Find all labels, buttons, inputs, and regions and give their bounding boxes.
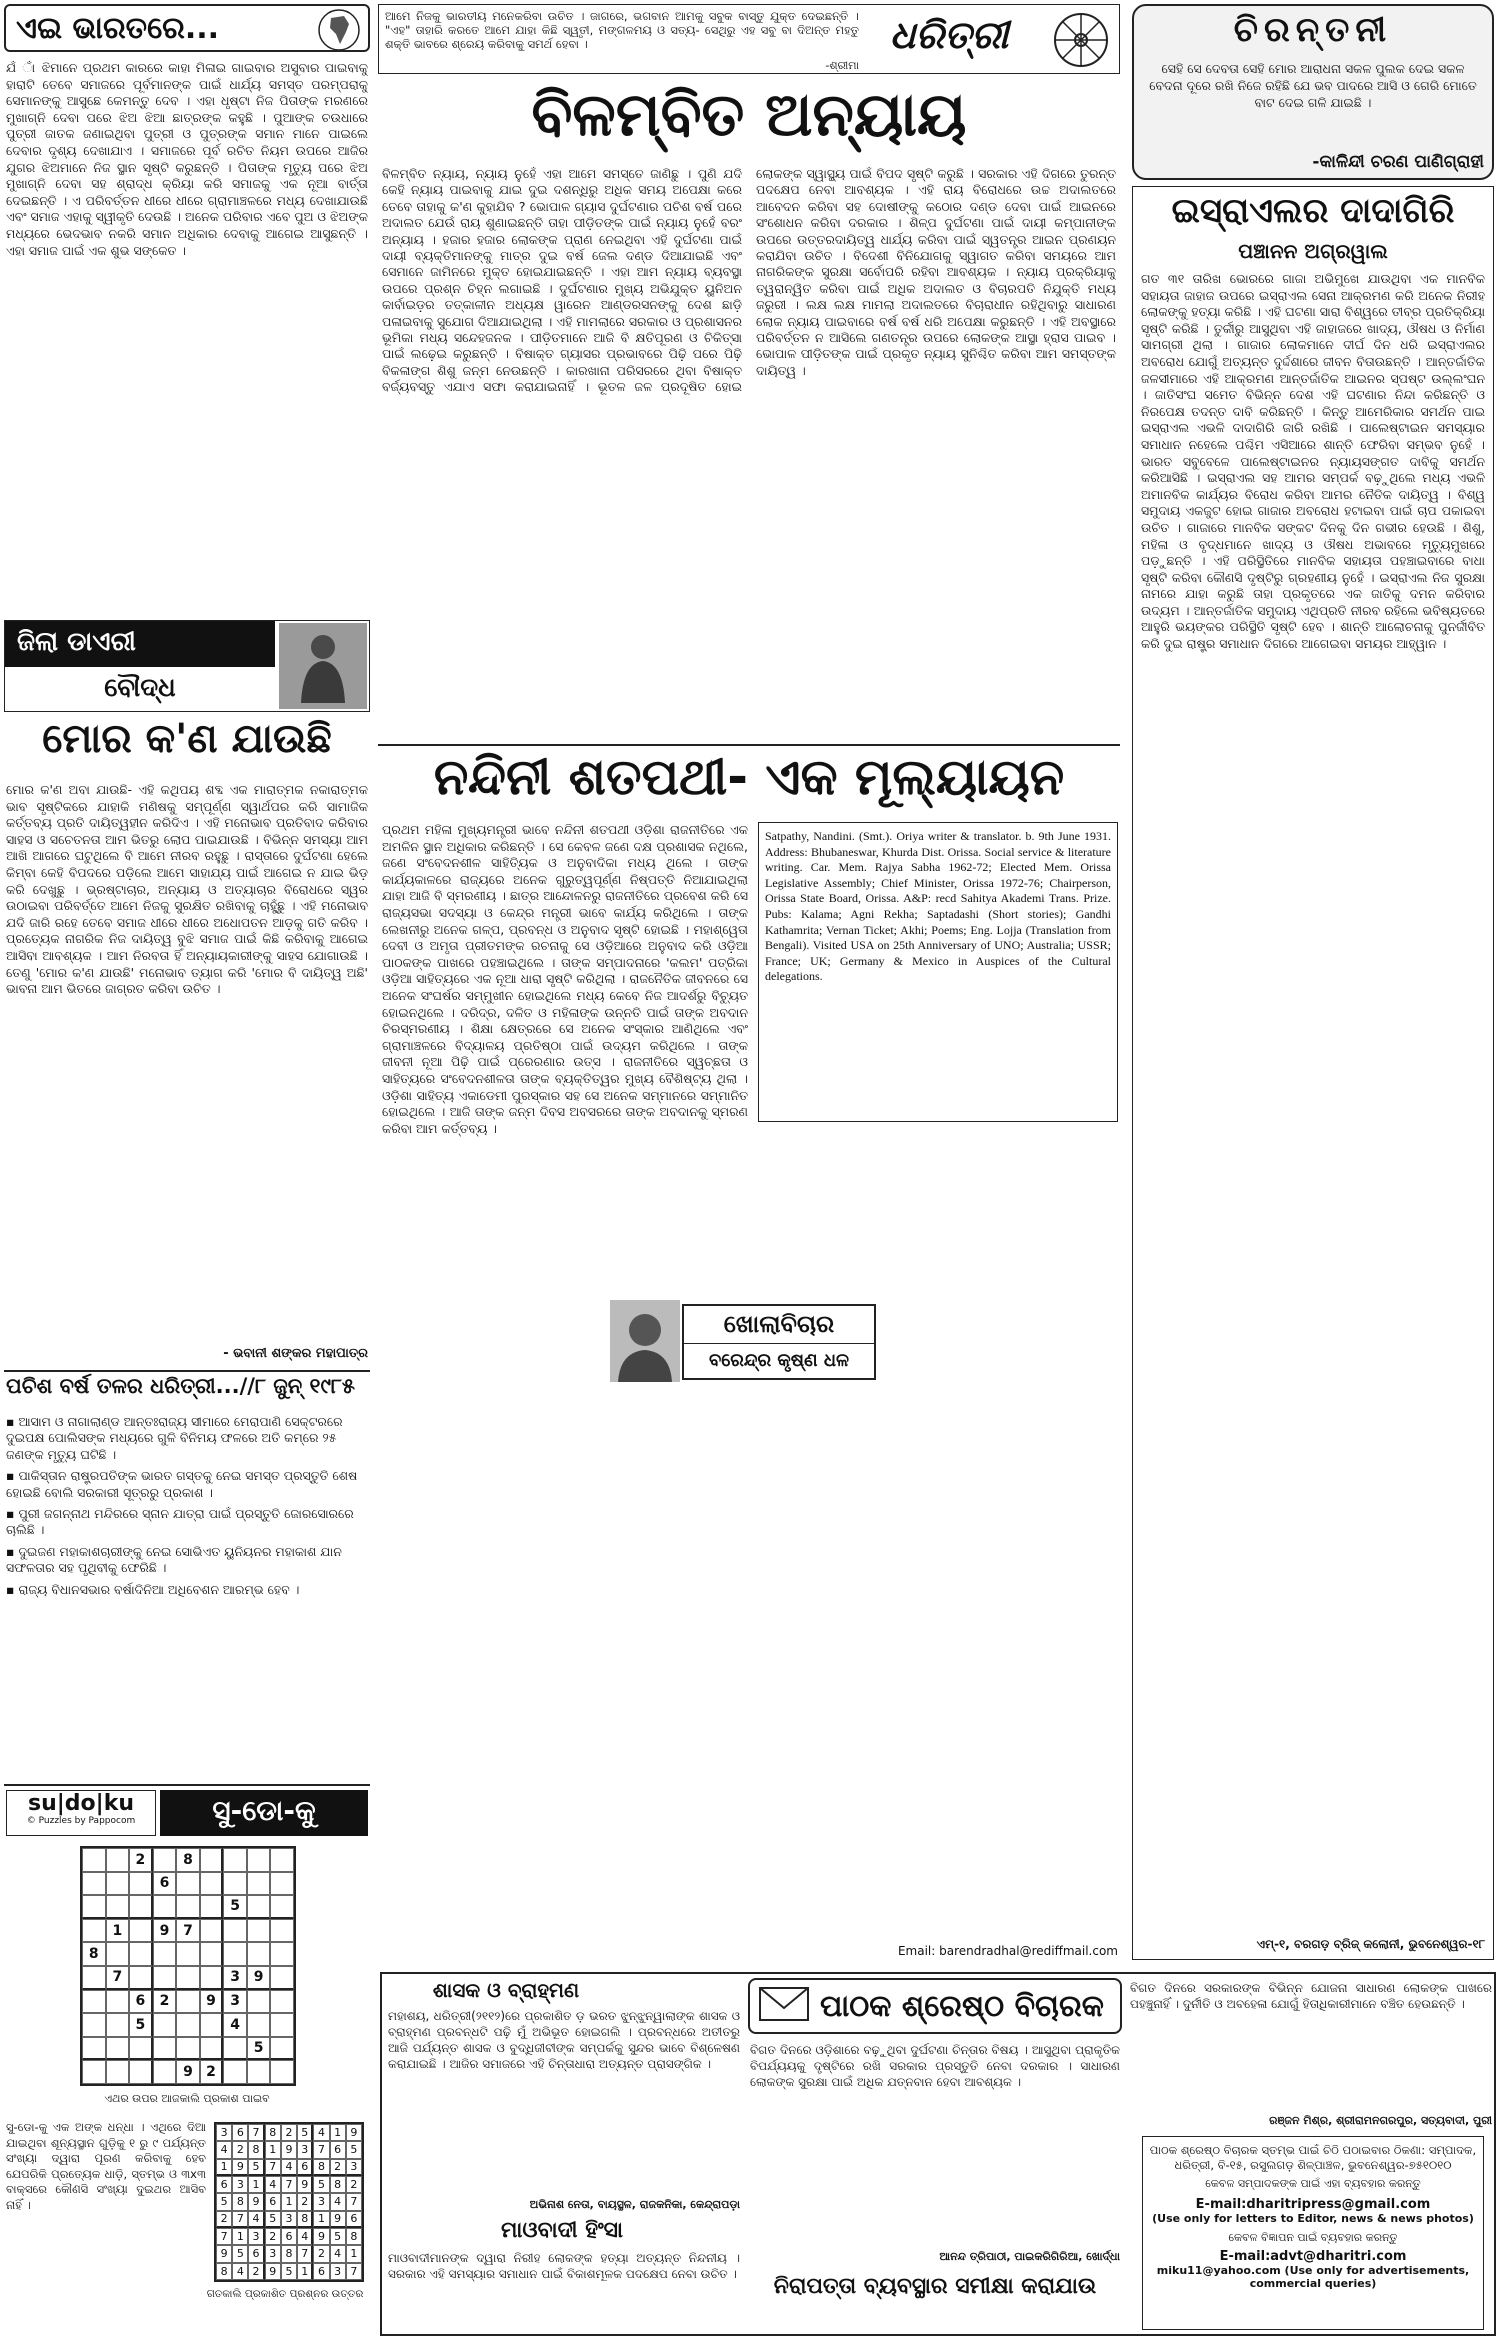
sudoku-cell[interactable]: 7 <box>176 1919 200 1943</box>
sudoku-cell[interactable] <box>82 2037 106 2061</box>
answer-cell: 1 <box>265 2141 281 2158</box>
sudoku-cell[interactable]: 9 <box>200 1990 224 2014</box>
answer-cell: 6 <box>281 2228 297 2245</box>
answer-cell: 8 <box>330 2176 346 2193</box>
answer-cell: 7 <box>281 2176 297 2193</box>
sudoku-cell[interactable]: 6 <box>129 1990 153 2014</box>
sudoku-cell[interactable] <box>247 1895 271 1919</box>
sudoku-cell[interactable] <box>200 1848 224 1872</box>
answer-cell: 6 <box>265 2193 281 2210</box>
sudoku-cell[interactable] <box>247 1942 271 1966</box>
sudoku-cell[interactable] <box>270 1942 294 1966</box>
sudoku-cell[interactable] <box>153 1848 177 1872</box>
ad-email[interactable]: E-mail:advt@dharitri.com <box>1219 2249 1407 2264</box>
sudoku-cell[interactable] <box>106 2037 130 2061</box>
sudoku-cell[interactable] <box>106 2060 130 2084</box>
answer-cell: 2 <box>313 2245 329 2262</box>
answer-cell: 6 <box>248 2245 264 2262</box>
sudoku-cell[interactable] <box>270 1872 294 1896</box>
sudoku-rules: ସୁ-ଡୋ-କୁ ଏକ ଅଙ୍କ ଧନ୍ଧା । ଏଥିରେ ଦିଆ ଯାଇଥିବା ଶୂନ୍ୟସ୍ଥାନ ଗୁଡ଼ିକୁ ୧ ରୁ ୯ ପର୍ଯ୍ୟନ୍ତ ସଂଖ୍ୟା ଦ୍ୱାରା ପୂରଣ କରିବାକୁ ହେବ ଯେପରିକି ପ୍ରତ୍ୟେକ ଧାଡ଼ି, ସ୍ତମ୍ଭ ଓ ୩x୩ ବାକ୍ସରେ କୌଣସି ସଂଖ୍ୟା ଦୁଇଥର ଆସିବ ନାହିଁ । <box>6 2120 206 2212</box>
sudoku-cell[interactable] <box>270 2037 294 2061</box>
letter1-text: ମହାଶୟ, ଧରିତ୍ରୀ(୨୧୧୨)ରେ ପ୍ରକାଶିତ ଡ଼ ଭରତ ଝୁନ୍‌ଝୁନ୍‌ୱାଲାଙ୍କ ଶାସକ ଓ ବ୍ରାହ୍ମଣ ପ୍ରବନ୍ଧଟି ପଢ଼ି ମୁଁ ଅଭିଭୂତ ହୋଇଗଲି । ପ୍ରବନ୍ଧରେ ଅତୀତରୁ ଆଜି ପର୍ଯ୍ୟନ୍ତ ଶାସକ ଓ ବୁଦ୍ଧିଜୀବୀଙ୍କ ସମ୍ପର୍କକୁ ସୁନ୍ଦର ଭାବେ ବିଶ୍ଳେଷଣ କରାଯାଇଛି । ଆଜିର ସମାଜରେ ଏହି ଚିନ୍ତାଧାରା ଅତ୍ୟନ୍ତ ପ୍ରାସଙ୍ଗିକ । <box>388 2009 740 2071</box>
sudoku-cell[interactable] <box>129 1966 153 1990</box>
sudoku-cell[interactable] <box>200 1966 224 1990</box>
answer-cell: 8 <box>281 2245 297 2262</box>
review-email[interactable]: Email: barendradhal@rediffmail.com <box>897 1944 1118 1958</box>
diary-title: ଜିଲା ଡାଏରୀ <box>5 621 275 667</box>
sudoku-cell[interactable] <box>82 1966 106 1990</box>
chirantana-text: ସେହି ସେ ଦେବତା ସେହି ମୋର ଆରାଧନା ସକଳ ପୁଲକ ଦେଇ ସକଳ ବେଦନା ଦୂରେ ରଖି ନିଜେ ରହିଛି ଯେ ଭବ ପାଦରେ ଆସି ଓ ଗେରି ମୋତେ ବାଟ ଦେଇ ଗଳି ଯାଇଛି । <box>1149 61 1477 110</box>
sudoku-cell[interactable] <box>176 2013 200 2037</box>
answer-cell: 7 <box>248 2124 264 2141</box>
answer-cell: 8 <box>265 2124 281 2141</box>
answer-cell: 3 <box>248 2228 264 2245</box>
district-diary-header <box>4 620 370 712</box>
review-author-box <box>682 1304 876 1380</box>
sudoku-cell[interactable]: 2 <box>129 1848 153 1872</box>
sudoku-cell[interactable] <box>270 2060 294 2084</box>
masthead-logo: ଧରିତ୍ରୀ <box>889 13 1009 57</box>
answer-cell: 7 <box>232 2211 248 2228</box>
sudoku-cell[interactable]: 3 <box>223 1990 247 2014</box>
answer-cell: 2 <box>232 2141 248 2158</box>
india-map-icon <box>316 8 362 56</box>
answer-cell: 8 <box>346 2228 362 2245</box>
answer-cell: 2 <box>281 2124 297 2141</box>
chakra-icon <box>1051 11 1111 73</box>
answer-cell: 8 <box>313 2159 329 2176</box>
letter-envelope-icon <box>758 1984 810 2028</box>
answer-cell: 5 <box>346 2141 362 2158</box>
sudoku-cell[interactable]: 1 <box>106 1919 130 1943</box>
answer-grid <box>214 2122 364 2282</box>
essay-author: - ଭବାନୀ ଶଙ୍କର ମହାପାତ୍ର <box>223 1346 368 1361</box>
answer-cell: 5 <box>265 2211 281 2228</box>
answer-cell: 9 <box>297 2176 313 2193</box>
answer-cell: 4 <box>248 2211 264 2228</box>
sudoku-cell[interactable] <box>82 2060 106 2084</box>
letter3-author: ଆନନ୍ଦ ତ୍ରିପାଠୀ, ପାଇକରିଗିରିଆ, ଖୋର୍ଦ୍ଧା <box>939 2250 1120 2263</box>
sudoku-cell[interactable]: 9 <box>176 2060 200 2084</box>
sudoku-cell[interactable] <box>176 2037 200 2061</box>
sudoku-cell[interactable] <box>223 2037 247 2061</box>
letters-header <box>748 1978 1122 2034</box>
israel-footer: ଏମ୍‌-୧, ବରଗଡ଼ ବ୍ରିଜ୍ କଲୋନୀ, ଭୁବନେଶ୍ୱର-୧୮ <box>1256 1937 1485 1951</box>
answer-cell: 1 <box>297 2263 313 2280</box>
sudoku-cell[interactable]: 9 <box>153 1919 177 1943</box>
answer-cell: 7 <box>265 2159 281 2176</box>
answer-cell: 1 <box>216 2159 232 2176</box>
review-bio-box <box>758 822 1118 1122</box>
answer-cell: 5 <box>216 2193 232 2210</box>
letters-title: ପାଠକ ଶ୍ରେଷ୍ଠ ବିଚାରକ <box>820 1988 1104 2024</box>
sudoku-cell[interactable] <box>223 1942 247 1966</box>
answer-caption: ଗତକାଲି ପ୍ରକାଶିତ ପ୍ରଶ୍ନର ଉତ୍ତର <box>206 2288 364 2300</box>
answer-cell: 8 <box>232 2193 248 2210</box>
sudoku-cell[interactable] <box>129 1895 153 1919</box>
sudoku-cell[interactable] <box>176 1942 200 1966</box>
section-article-text: ଯଁ ାଁ ଝିମାନେ ପ୍ରଥମ କାରରେ କାହା ମିଳାଇ ଗାଇବାର ଅସୁବାର ପାଇବାକୁ ହାରାଟି ତେବେ ସମାଜରେ ପୂର୍ବମାନଙ୍କ ପାଇଁ ଧାର୍ଯ୍ୟ ସମସ୍ତ ପରମ୍ପରାକୁ ସେମାନଙ୍କୁ ଆସୁଛେ କେମନ୍ତୁ ଦେବ । ଏହା ଧୃଷ୍ଟା ନିଜ ପିତାଙ୍କ ମରଣରେ ମୁଖାଗ୍ନି ଦେବା ପରେ ଝିଅ ଝିଆ ଛାତ୍ରଙ୍କ କହୁଛି । ପୁଆଙ୍କ ଚଉଧାରେ ପୁତ୍ରୀ ଜାତକ ଜଣାଇଥିବା ପୁତ୍ରୀ ଓ ପୁତ୍ରଙ୍କ ସମାନ ମାନେ ପାଇଲେ ଦେବାର ଦୃଶ୍ୟ ଦେଖାଯାଏ । ସମାଜରେ ପୂର୍ବ ରଚିତ ନିୟମ ଉପରେ ଆଜିର ଯୁଗର ଝିଅମାନେ ନିଜ ସ୍ଥାନ ସୃଷ୍ଟି କରୁଛନ୍ତି । ପିତାଙ୍କ ମୃତ୍ୟୁ ପରେ ଝିଅ ମୁଖାଗ୍ନି ଦେବା ସହ ଶ୍ରାଦ୍ଧ କ୍ରିୟା କରି ସମାଜକୁ ଏକ ନୂଆ ବାର୍ତ୍ତା ଦେଇଛନ୍ତି । ଏ ପରିବର୍ତ୍ତନ ଧୀରେ ଧୀରେ ଗ୍ରାମାଞ୍ଚଳରେ ମଧ୍ୟ ଦେଖାଯାଉଛି ଏବଂ ସମାଜ ଏହାକୁ ସ୍ୱୀକୃତି ଦେଉଛି । ଅନେକ ପରିବାର ଏବେ ପୁଅ ଓ ଝିଅଙ୍କ ମଧ୍ୟରେ ଭେଦଭାବ ନକରି ସମାନ ଅଧିକାର ଦେବାକୁ ଆଗେଇ ଆସୁଛନ୍ତି । ଏହା ସମାଜ ପାଇଁ ଏକ ଶୁଭ ସଙ୍କେତ । <box>6 60 368 258</box>
letter3-title: ନିରାପତ୍ତା ବ୍ୟବସ୍ଥାର ସମୀକ୍ଷା କରାଯାଉ <box>773 2274 1097 2299</box>
sudoku-cell[interactable]: 4 <box>223 2013 247 2037</box>
answer-cell: 4 <box>216 2141 232 2158</box>
answer-cell: 4 <box>297 2228 313 2245</box>
answer-cell: 3 <box>297 2141 313 2158</box>
answer-cell: 6 <box>297 2159 313 2176</box>
answer-cell: 5 <box>248 2159 264 2176</box>
answer-cell: 5 <box>297 2124 313 2141</box>
sudoku-cell[interactable] <box>200 2013 224 2037</box>
answer-cell: 6 <box>216 2176 232 2193</box>
sudoku-cell[interactable] <box>82 1990 106 2014</box>
answer-cell: 2 <box>330 2159 346 2176</box>
letter1-author: ଅଭିନାଶ ନେତା, ବାୟସ୍ଥଳ, ରାଜକନିକା, କେନ୍ଦ୍ରାପଡ଼ା <box>529 2198 740 2211</box>
editorial-title: ବିଳମ୍ବିତ ଅନ୍ୟାୟ <box>531 80 967 150</box>
answer-cell: 1 <box>281 2193 297 2210</box>
sudoku-cell[interactable] <box>106 2013 130 2037</box>
review-author-name: ବରେନ୍ଦ୍ର କୃଷ୍ଣ ଧଳ <box>708 1350 850 1371</box>
sudoku-cell[interactable]: 7 <box>106 1966 130 1990</box>
sudoku-cell[interactable] <box>270 2013 294 2037</box>
answer-cell: 9 <box>265 2263 281 2280</box>
answer-cell: 7 <box>346 2193 362 2210</box>
sudoku-cell[interactable] <box>223 1872 247 1896</box>
sudoku-cell[interactable] <box>223 1919 247 1943</box>
israel-text: ଗତ ୩୧ ତାରିଖ ଭୋରରେ ଗାଜା ଅଭିମୁଖେ ଯାଉଥିବା ଏକ ମାନବିକ ସହାୟତା ଜାହାଜ ଉପରେ ଇସ୍ରାଏଲ ସେନା ଆକ୍ରମଣ କରି ଅନେକ ନିରୀହ ଲୋକଙ୍କୁ ହତ୍ୟା କରିଛି । ଏହି ଘଟଣା ସାରା ବିଶ୍ୱରେ ତୀବ୍ର ପ୍ରତିକ୍ରିୟା ସୃଷ୍ଟି କରିଛି । ତୁର୍କୀରୁ ଆସୁଥିବା ଏହି ଜାହାଜରେ ଖାଦ୍ୟ, ଔଷଧ ଓ ନିର୍ମାଣ ସାମଗ୍ରୀ ଥିଲା । ଗାଜାର ଲୋକମାନେ ଦୀର୍ଘ ଦିନ ଧରି ଇସ୍ରାଏଲର ଅବରୋଧ ଯୋଗୁଁ ଅତ୍ୟନ୍ତ ଦୁର୍ଦ୍ଦଶାରେ ଜୀବନ ବିତାଉଛନ୍ତି । ଆନ୍ତର୍ଜାତିକ ଜଳସୀମାରେ ଏହି ଆକ୍ରମଣ ଆନ୍ତର୍ଜାତିକ ଆଇନର ସ୍ପଷ୍ଟ ଉଲ୍ଲଂଘନ । ଜାତିସଂଘ ସମେତ ବିଭିନ୍ନ ଦେଶ ଏହି ଘଟଣାର ନିନ୍ଦା କରିଛନ୍ତି ଓ ନିରପେକ୍ଷ ତଦନ୍ତ ଦାବି କରିଛନ୍ତି । କିନ୍ତୁ ଆମେରିକାର ସମର୍ଥନ ପାଇ ଇସ୍ରାଏଲ ଏଭଳି ଦାଦାଗିରି ଜାରି ରଖିଛି । ପାଲେଷ୍ଟାଇନ ସମସ୍ୟାର ସମାଧାନ ନହେଲେ ପଶ୍ଚିମ ଏସିଆରେ ଶାନ୍ତି ଫେରିବା ସମ୍ଭବ ନୁହେଁ । ଭାରତ ସବୁବେଳେ ପାଲେଷ୍ଟାଇନର ନ୍ୟାୟସଙ୍ଗତ ଦାବିକୁ ସମର୍ଥନ କରିଆସିଛି । ଇସ୍ରାଏଲ ସହ ଆମର ସମ୍ପର୍କ ବଢ଼ୁଥିଲେ ମଧ୍ୟ ଏଭଳି ଅମାନବିକ କାର୍ଯ୍ୟର ବିରୋଧ କରିବା ଆମର ନୈତିକ ଦାୟିତ୍ୱ । ବିଶ୍ୱ ସମୁଦାୟ ଏକଜୁଟ ହୋଇ ଗାଜାର ଅବରୋଧ ହଟାଇବା ପାଇଁ ଚାପ ପକାଇବା ଉଚିତ । ଗାଜାରେ ମାନବିକ ସଙ୍କଟ ଦିନକୁ ଦିନ ଗଭୀର ହେଉଛି । ଶିଶୁ, ମହିଳା ଓ ବୃଦ୍ଧମାନେ ଖାଦ୍ୟ ଓ ଔଷଧ ଅଭାବରେ ମୃତ୍ୟୁମୁଖରେ ପଡ଼ୁଛନ୍ତି । ଏହି ପରିସ୍ଥିତିରେ ମାନବିକ ସହାୟତା ପହଞ୍ଚାଇବାରେ ବାଧା ସୃଷ୍ଟି କରିବା କୌଣସି ଦୃଷ୍ଟିରୁ ଗ୍ରହଣୀୟ ନୁହେଁ । ଇସ୍ରାଏଲ ନିଜ ସୁରକ୍ଷା ନାମରେ ଯାହା କରୁଛି ତାହା ପ୍ରକୃତରେ ଏକ ଜାତିକୁ ଦମନ କରିବାର ଉଦ୍ୟମ । ଆନ୍ତର୍ଜାତିକ ସମୁଦାୟ ଏଥିପ୍ରତି ନୀରବ ରହିଲେ ଭବିଷ୍ୟତରେ ଆହୁରି ଭୟଙ୍କର ପରିସ୍ଥିତି ସୃଷ୍ଟି ହେବ । ଶାନ୍ତି ଆଲୋଚନାକୁ ପୁନର୍ଜୀବିତ କରି ଦୁଇ ରାଷ୍ଟ୍ର ସମାଧାନ ଦିଗରେ ଆଗେଇବା ସମୟର ଆହ୍ୱାନ । <box>1141 271 1485 652</box>
history-item: ▪ ପୁରୀ ଜଗନ୍ନାଥ ମନ୍ଦିରରେ ସ୍ନାନ ଯାତ୍ରା ପାଇଁ ପ୍ରସ୍ତୁତି ଜୋରସୋରରେ ଚାଲିଛି । <box>6 1506 354 1538</box>
sudoku-cell[interactable] <box>106 1942 130 1966</box>
sudoku-cell[interactable] <box>129 1919 153 1943</box>
answer-cell: 7 <box>346 2263 362 2280</box>
sudoku-cell[interactable] <box>270 1895 294 1919</box>
letter3-text: ବିଗତ ଦିନରେ ଓଡ଼ିଶାରେ ବଢ଼ୁଥିବା ଦୁର୍ଘଟଣା ଚିନ୍ତାର ବିଷୟ । ଆସୁଥିବା ପ୍ରାକୃତିକ ବିପର୍ଯ୍ୟୟକୁ ଦୃଷ୍ଟିରେ ରଖି ସରକାର ପ୍ରସ୍ତୁତି ନେବା ଦରକାର । ସାଧାରଣ ଲୋକଙ୍କ ସୁରକ୍ଷା ପାଇଁ ଅଧିକ ଯତ୍ନବାନ ହେବା ଆବଶ୍ୟକ । <box>750 2043 1120 2089</box>
answer-cell: 9 <box>281 2141 297 2158</box>
sudoku-cell[interactable] <box>129 2060 153 2084</box>
sudoku-answer-caption: ଏଥର ଉପର ଆଜକାଲି ପ୍ରକାଶ ପାଇବ <box>104 2092 270 2105</box>
sudoku-cell[interactable] <box>153 2037 177 2061</box>
contact-box <box>1142 2136 1484 2330</box>
top-quote-text: ଆମେ ନିଜକୁ ଭାରତୀୟ ମନେକରିବା ଉଚିତ । ଜାଗରେ, ଭଗବାନ ଆମକୁ ସବୁକ ବାସ୍ତୁ ଯୁକ୍ତ ଦେଇଛନ୍ତି । "ଏହ" ତାହାରି କରତେ ଆମେ ଯାହା କିଛି ସ୍ୱୃତୀ, ମଙ୍ଗଳମୟ ଓ ସତ୍ୟ- ସେଥିରୁ ଏହ ସବୁ ବା ଦିଅନ୍ତ ମହତୁ ଶକ୍ତି ଭାବରେ ଶ୍ରେୟ କରିବାକୁ ସମର୍ଥ ହେବା । <box>385 9 859 51</box>
answer-cell: 4 <box>313 2124 329 2141</box>
sudoku-cell[interactable] <box>223 2060 247 2084</box>
essay-text: ମୋର କ'ଣ ଅବା ଯାଉଛି- ଏହି କଥିପୟ ଶବ୍ଦ ଏକ ମାରାତ୍ମକ ନକାରାତ୍ମକ ଭାବ ସୃଷ୍ଟିକରେ ଯାହାକି ମଣିଷକୁ ସମ୍ପୂର୍ଣ୍ଣ ସ୍ୱାର୍ଥପର କରି ସାମାଜିକ କର୍ତ୍ତବ୍ୟ ପ୍ରତି ଦାୟିତ୍ୱହୀନ କରିଦିଏ । ଏହି ମନୋଭାବ ପ୍ରତିବାଦ କରିବାର ସାହସ ଓ ସଚେତନତା ଆମ ଭିତରୁ ଲୋପ ପାଇଯାଉଛି । ବିଭିନ୍ନ ସମସ୍ୟା ଆମ ଆଖି ଆଗରେ ଘଟୁଥିଲେ ବି ଆମେ ନୀରବ ରହୁଛୁ । ରାସ୍ତାରେ ଦୁର୍ଘଟଣା ହେଲେ କିମ୍ବା କେହି ବିପଦରେ ପଡ଼ିଲେ ଆମେ ସାହାଯ୍ୟ ପାଇଁ ଆଗେଇ ନ ଯାଇ ଭିଡ଼ କରି ଦେଖୁଛୁ । ଭ୍ରଷ୍ଟାଚାର, ଅନ୍ୟାୟ ଓ ଅତ୍ୟାଚାର ବିରୋଧରେ ସ୍ୱର ଉଠାଇବା ପରିବର୍ତ୍ତେ ଆମେ ନିଜକୁ ସୁରକ୍ଷିତ ରଖିବାକୁ ଚାହୁଁଛୁ । ଏହି ମନୋଭାବ ଯଦି ଜାରି ରହେ ତେବେ ସମାଜ ଧୀରେ ଧୀରେ ଅଧୋପତନ ଆଡ଼କୁ ଗତି କରିବ । ପ୍ରତ୍ୟେକ ନାଗରିକ ନିଜ ଦାୟିତ୍ୱ ବୁଝି ସମାଜ ପାଇଁ କିଛି କରିବାକୁ ଆଗେଇ ଆସିବା ଆବଶ୍ୟକ । ଆମ ନିରବତା ହିଁ ଅନ୍ୟାୟକାରୀଙ୍କୁ ସାହସ ଯୋଗାଉଛି । ତେଣୁ 'ମୋର କ'ଣ ଯାଉଛି' ମନୋଭାବ ତ୍ୟାଗ କରି 'ମୋର ବି ଦାୟିତ୍ୱ ଅଛି' ଭାବନା ଆମ ଭିତରେ ଜାଗ୍ରତ କରିବା ଉଚିତ । <box>6 782 368 997</box>
answer-cell: 9 <box>346 2124 362 2141</box>
ad-note: କେବଳ ବିଜ୍ଞାପନ ପାଇଁ ବ୍ୟବହାର କରନ୍ତୁ <box>1228 2231 1398 2244</box>
review-bio-text: Satpathy, Nandini. (Smt.). Oriya writer & translator. b. 9th June 1931. Address: Bhubaneswar, Khurda Dist. Orissa. Social service & literature writing. Car. Mem. Rajya Sabha 1962-72; Elected Mem. Orissa Legislative Assembly; Chief Minister, Orissa 1972-76; Chairperson, Orissa State Board, Orissa. A&P: recd Sahitya Akademi Trans. Prize. Pubs: Kalama; Agni Rekha; Saptadashi (Short stories); Gandhi Kathamrita; Vernan Ticket; Akhi; Poems; Eng. Lojja (Translation from Bengali). Visited USA on 25th Anniversary of UNO; Australia; USSR; France; UK; Germany & Mexico in Auspices of the Cultural delegations. <box>765 829 1111 984</box>
answer-cell: 9 <box>330 2211 346 2228</box>
sudoku-cell[interactable]: 3 <box>223 1966 247 1990</box>
answer-cell: 4 <box>281 2159 297 2176</box>
answer-cell: 3 <box>265 2245 281 2262</box>
answer-cell: 3 <box>346 2159 362 2176</box>
sudoku-cell[interactable] <box>153 1966 177 1990</box>
letter4-author: ରଞ୍ଜନ ମିଶ୍ର, ଶ୍ରୀରାମନଗରପୁର, ସତ୍ୟବାଦୀ, ପୁରୀ <box>1269 2114 1492 2127</box>
sudoku-cell[interactable]: 8 <box>176 1848 200 1872</box>
sudoku-cell[interactable] <box>176 1895 200 1919</box>
review-title: ନନ୍ଦିନୀ ଶତପଥୀ- ଏକ ମୂଲ୍ୟାୟନ <box>433 748 1065 806</box>
ad-email-alt[interactable]: miku11@yahoo.com (Use only for advertisements, commercial queries) <box>1156 2264 1470 2290</box>
answer-cell: 2 <box>216 2211 232 2228</box>
letter2-text: ମାଓବାଦୀମାନଙ୍କ ଦ୍ୱାରା ନିରୀହ ଲୋକଙ୍କ ହତ୍ୟା ଅତ୍ୟନ୍ତ ନିନ୍ଦନୀୟ । ସରକାର ଏହି ସମସ୍ୟାର ସମାଧାନ ପାଇଁ ବିକାଶମୂଳକ ପଦକ୍ଷେପ ନେବା ଉଚିତ । <box>388 2251 740 2281</box>
answer-cell: 2 <box>265 2228 281 2245</box>
top-quote-box <box>378 4 1120 74</box>
answer-cell: 6 <box>232 2124 248 2141</box>
history-item: ▪ ଆସାମ ଓ ନାଗାଲାଣ୍ଡ ଆନ୍ତଃରାଜ୍ୟ ସୀମାରେ ମେରାପାଣି ସେକ୍ଟରରେ ଦୁଇପକ୍ଷ ପୋଲିସଙ୍କ ମଧ୍ୟରେ ଗୁଳି ବିନିମୟ ଫଳରେ ଅତି କମ୍‌ରେ ୨୫ ଜଣଙ୍କ ମୃତ୍ୟୁ ଘଟିଛି । <box>6 1414 343 1462</box>
contact-text: ପାଠକ ଶ୍ରେଷ୍ଠ ବିଚାରକ ସ୍ତମ୍ଭ ପାଇଁ ଚିଠି ପଠାଇବାର ଠିକଣା: ସମ୍ପାଦକ, ଧରିତ୍ରୀ, ବି-୧୫, ରସୁଲଗଡ଼ ଶିଳ୍ପାଞ୍ଚଳ, ଭୁବନେଶ୍ୱର-୭୫୧୦୧୦ <box>1149 2143 1477 2172</box>
sudoku-brand-box <box>6 1790 156 1836</box>
sudoku-cell[interactable] <box>247 1872 271 1896</box>
sudoku-cell[interactable]: 5 <box>247 2037 271 2061</box>
buddha-statue-image <box>279 623 367 709</box>
answer-cell: 9 <box>248 2193 264 2210</box>
answer-cell: 9 <box>232 2159 248 2176</box>
sudoku-cell[interactable] <box>82 2013 106 2037</box>
sudoku-cell[interactable] <box>153 1942 177 1966</box>
sudoku-cell[interactable] <box>270 1919 294 1943</box>
sudoku-cell[interactable] <box>200 1919 224 1943</box>
history-title: ପଚିଶ ବର୍ଷ ତଳର ଧରିତ୍ରୀ...//୮ ଜୁନ୍ ୧୯୮୫ <box>6 1374 355 1398</box>
sudoku-cell[interactable] <box>82 1848 106 1872</box>
answer-cell: 8 <box>248 2141 264 2158</box>
sudoku-cell[interactable] <box>129 2037 153 2061</box>
answer-cell: 8 <box>297 2211 313 2228</box>
israel-author: ପଞ୍ଚାନନ ଅଗ୍ରୱାଲ <box>1238 239 1388 263</box>
chirantana-box <box>1132 4 1494 180</box>
answer-cell: 3 <box>313 2193 329 2210</box>
sudoku-cell[interactable] <box>82 1919 106 1943</box>
letters-section <box>380 1972 1496 2336</box>
editor-email[interactable]: E-mail:dharitripress@gmail.com <box>1195 2197 1431 2212</box>
letter2-title: ମାଓବାଦୀ ହିଂସା <box>500 2218 624 2243</box>
answer-cell: 3 <box>330 2263 346 2280</box>
answer-cell: 5 <box>232 2245 248 2262</box>
answer-cell: 3 <box>216 2124 232 2141</box>
answer-cell: 9 <box>216 2245 232 2262</box>
sudoku-cell[interactable]: 6 <box>153 1872 177 1896</box>
answer-cell: 8 <box>216 2263 232 2280</box>
editorial-text: ବିଳମ୍ବିତ ନ୍ୟାୟ, ନ୍ୟାୟ ନୁହେଁ ଏହା ଆମେ ସମସ୍ତେ ଜାଣିଛୁ । ପୁଣି ଯଦି କେହି ନ୍ୟାୟ ପାଇବାକୁ ଯାଇ ଦୁଇ ଦଶନ୍ଧିରୁ ଅଧିକ ସମୟ ଅପେକ୍ଷା କରେ ତେବେ ତାହାକୁ କ'ଣ କୁହାଯିବ ? ଭୋପାଳ ଗ୍ୟାସ ଦୁର୍ଘଟଣାର ପଚିଶ ବର୍ଷ ପରେ ଅଦାଲତ ଯେଉଁ ରାୟ ଶୁଣାଇଛନ୍ତି ତାହା ପୀଡ଼ିତଙ୍କ ପାଇଁ ନ୍ୟାୟ ନୁହେଁ ବରଂ ଅନ୍ୟାୟ । ହଜାର ହଜାର ଲୋକଙ୍କ ପ୍ରାଣ ନେଇଥିବା ଏହି ଦୁର୍ଘଟଣା ପାଇଁ ଦାୟୀ ବ୍ୟକ୍ତିମାନଙ୍କୁ ମାତ୍ର ଦୁଇ ବର୍ଷ ଜେଲ ଦଣ୍ଡ ଦିଆଯାଇଛି ଏବଂ ସେମାନେ ଜାମିନରେ ମୁକ୍ତ ହୋଇଯାଇଛନ୍ତି । ଏହା ଆମ ନ୍ୟାୟ ବ୍ୟବସ୍ଥା ଉପରେ ପ୍ରଶ୍ନ ଚିହ୍ନ ଲଗାଇଛି । ଦୁର୍ଘଟଣାର ମୁଖ୍ୟ ଅଭିଯୁକ୍ତ ୟୁନିଅନ କାର୍ବାଇଡ଼ର ତତ୍କାଳୀନ ଅଧ୍ୟକ୍ଷ ୱାରେନ ଆଣ୍ଡରସନଙ୍କୁ ଦେଶ ଛାଡ଼ି ପଳାଇବାକୁ ସୁଯୋଗ ଦିଆଯାଇଥିଲା । ଏହି ମାମଲାରେ ସରକାର ଓ ପ୍ରଶାସନର ଭୂମିକା ମଧ୍ୟ ସନ୍ଦେହଜନକ । ପୀଡ଼ିତମାନେ ଆଜି ବି କ୍ଷତିପୂରଣ ଓ ଚିକିତ୍ସା ପାଇଁ ଲଢ଼େଇ କରୁଛନ୍ତି । ବିଷାକ୍ତ ଗ୍ୟାସର ପ୍ରଭାବରେ ପିଢ଼ି ପରେ ପିଢ଼ି ବିକଳାଙ୍ଗ ଶିଶୁ ଜନ୍ମ ନେଉଛନ୍ତି । କାରଖାନା ପରିସରରେ ଥିବା ବିଷାକ୍ତ ବର୍ଜ୍ୟବସ୍ତୁ ଏଯାଏ ସଫା କରାଯାଇନାହିଁ । ଭୂତଳ ଜଳ ପ୍ରଦୂଷିତ ହୋଇ ଲୋକଙ୍କ ସ୍ୱାସ୍ଥ୍ୟ ପାଇଁ ବିପଦ ସୃଷ୍ଟି କରୁଛି । ସରକାର ଏହି ଦିଗରେ ତୁରନ୍ତ ପଦକ୍ଷେପ ନେବା ଆବଶ୍ୟକ । ଏହି ରାୟ ବିରୋଧରେ ଉଚ୍ଚ ଅଦାଲତରେ ଆବେଦନ କରିବା ସହ ଦୋଷୀଙ୍କୁ କଠୋର ଦଣ୍ଡ ଦେବା ପାଇଁ ଆଇନରେ ସଂଶୋଧନ କରିବା ଦରକାର । ଶିଳ୍ପ ଦୁର୍ଘଟଣା ପାଇଁ ଦାୟୀ କମ୍ପାନୀଙ୍କ ଉପରେ ଉତ୍ତରଦାୟିତ୍ୱ ଧାର୍ଯ୍ୟ କରିବା ପାଇଁ ସ୍ୱତନ୍ତ୍ର ଆଇନ ପ୍ରଣୟନ କରାଯିବା ଉଚିତ । ବିଦେଶୀ ବିନିଯୋଗକୁ ସ୍ୱାଗତ କରିବା ସମୟରେ ଆମ ନାଗରିକଙ୍କ ସୁରକ୍ଷା ସର୍ବୋପରି ରହିବା ଆବଶ୍ୟକ । ନ୍ୟାୟ ପ୍ରକ୍ରିୟାକୁ ତ୍ୱରାନ୍ୱିତ କରିବା ପାଇଁ ଅଧିକ ଅଦାଲତ ଓ ବିଚାରପତି ନିଯୁକ୍ତି ମଧ୍ୟ ଜରୁରୀ । ଲକ୍ଷ ଲକ୍ଷ ମାମଲା ଅଦାଲତରେ ବିଚାରାଧୀନ ରହିଥିବାରୁ ସାଧାରଣ ଲୋକ ନ୍ୟାୟ ପାଇବାରେ ବର୍ଷ ବର୍ଷ ଧରି ଅପେକ୍ଷା କରୁଛନ୍ତି । ଏହି ଅବସ୍ଥାରେ ପରିବର୍ତ୍ତନ ନ ଆସିଲେ ଗଣତନ୍ତ୍ର ଉପରେ ଲୋକଙ୍କ ଆସ୍ଥା ହ୍ରାସ ପାଇବ । ଭୋପାଳ ପୀଡ଼ିତଙ୍କ ପାଇଁ ପ୍ରକୃତ ନ୍ୟାୟ ସୁନିଶ୍ଚିତ କରିବା ଆମ ସମସ୍ତଙ୍କ ଦାୟିତ୍ୱ । <box>382 166 1116 395</box>
sudoku-brand: su|do|ku <box>28 1791 134 1816</box>
israel-title: ଇସ୍ରାଏଲର ଦାଦାଗିରି <box>1171 191 1455 231</box>
contact-note: କେବଳ ସମ୍ପାଦକଙ୍କ ପାଇଁ ଏହା ବ୍ୟବହାର କରନ୍ତୁ <box>1205 2177 1421 2190</box>
review-text-continued <box>758 1130 1118 1300</box>
answer-cell: 5 <box>313 2176 329 2193</box>
sudoku-grid[interactable] <box>80 1846 296 2086</box>
answer-cell: 2 <box>297 2193 313 2210</box>
sudoku-cell[interactable] <box>270 1966 294 1990</box>
sudoku-cell[interactable] <box>106 1848 130 1872</box>
diary-subtitle: ବୌଦ୍ଧ <box>104 673 176 703</box>
sudoku-cell[interactable] <box>153 1895 177 1919</box>
sudoku-cell[interactable]: 2 <box>153 1990 177 2014</box>
history-item: ▪ ରାଜ୍ୟ ବିଧାନସଭାର ବର୍ଷାଦିନିଆ ଅଧିବେଶନ ଆରମ୍ଭ ହେବ । <box>6 1581 300 1597</box>
answer-cell: 1 <box>346 2245 362 2262</box>
sudoku-cell[interactable] <box>106 1895 130 1919</box>
answer-cell: 1 <box>248 2176 264 2193</box>
sudoku-cell[interactable]: 5 <box>129 2013 153 2037</box>
editor-email-note: (Use only for letters to Editor, news & news photos) <box>1152 2212 1474 2225</box>
chirantana-title: ଚିରନ୍ତନୀ <box>1233 10 1393 50</box>
answer-cell: 6 <box>313 2263 329 2280</box>
sudoku-cell[interactable] <box>247 2060 271 2084</box>
answer-cell: 5 <box>281 2263 297 2280</box>
answer-cell: 3 <box>281 2211 297 2228</box>
sudoku-cell[interactable] <box>200 1895 224 1919</box>
sudoku-cell[interactable] <box>153 2060 177 2084</box>
answer-cell: 5 <box>330 2228 346 2245</box>
answer-cell: 4 <box>330 2245 346 2262</box>
answer-cell: 1 <box>232 2228 248 2245</box>
sudoku-cell[interactable] <box>82 1895 106 1919</box>
history-list <box>6 1414 368 1780</box>
review-text: ପ୍ରଥମ ମହିଳା ମୁଖ୍ୟମନ୍ତ୍ରୀ ଭାବେ ନନ୍ଦିନୀ ଶତପଥୀ ଓଡ଼ିଶା ରାଜନୀତିରେ ଏକ ଅମଳିନ ସ୍ଥାନ ଅଧିକାର କରିଛନ୍ତି । ସେ କେବଳ ଜଣେ ଦକ୍ଷ ପ୍ରଶାସକ ନଥିଲେ, ଜଣେ ସଂବେଦନଶୀଳ ସାହିତ୍ୟିକ ଓ ଅନୁବାଦିକା ମଧ୍ୟ ଥିଲେ । ତାଙ୍କ କାର୍ଯ୍ୟକାଳରେ ରାଜ୍ୟରେ ଅନେକ ଗୁରୁତ୍ୱପୂର୍ଣ୍ଣ ନିଷ୍ପତ୍ତି ନିଆଯାଇଥିଲା ଯାହା ଆଜି ବି ସ୍ମରଣୀୟ । ଛାତ୍ର ଆନ୍ଦୋଳନରୁ ରାଜନୀତିରେ ପ୍ରବେଶ କରି ସେ ରାଜ୍ୟସଭା ସଦସ୍ୟା ଓ କେନ୍ଦ୍ର ମନ୍ତ୍ରୀ ଭାବେ କାର୍ଯ୍ୟ କରିଥିଲେ । ତାଙ୍କ ଲେଖନୀରୁ ଅନେକ ଗଳ୍ପ, ପ୍ରବନ୍ଧ ଓ ଅନୁବାଦ ସୃଷ୍ଟି ହୋଇଛି । ମହାଶ୍ୱେତା ଦେବୀ ଓ ଅମୃତା ପ୍ରୀତମଙ୍କ ରଚନାକୁ ସେ ଓଡ଼ିଆରେ ଅନୁବାଦ କରି ଓଡ଼ିଆ ପାଠକଙ୍କ ପାଖରେ ପହଞ୍ଚାଇଥିଲେ । ତାଙ୍କ ସମ୍ପାଦନାରେ 'କଲମ' ପତ୍ରିକା ଓଡ଼ିଆ ସାହିତ୍ୟରେ ଏକ ନୂଆ ଧାରା ସୃଷ୍ଟି କରିଥିଲା । ରାଜନୈତିକ ଜୀବନରେ ସେ ଅନେକ ସଂଘର୍ଷର ସମ୍ମୁଖୀନ ହୋଇଥିଲେ ମଧ୍ୟ କେବେ ନିଜ ଆଦର୍ଶରୁ ବିଚ୍ୟୁତ ହୋଇନଥିଲେ । ଦରିଦ୍ର, ଦଳିତ ଓ ମହିଳାଙ୍କ ଉନ୍ନତି ପାଇଁ ତାଙ୍କ ଅବଦାନ ଚିରସ୍ମରଣୀୟ । ଶିକ୍ଷା କ୍ଷେତ୍ରରେ ସେ ଅନେକ ସଂସ୍କାର ଆଣିଥିଲେ ଏବଂ ଗ୍ରାମାଞ୍ଚଳରେ ବିଦ୍ୟାଳୟ ପ୍ରତିଷ୍ଠା ପାଇଁ ଉଦ୍ୟମ କରିଥିଲେ । ତାଙ୍କ ଜୀବନୀ ନୂଆ ପିଢ଼ି ପାଇଁ ପ୍ରେରଣାର ଉତ୍ସ । ରାଜନୀତିରେ ସ୍ୱଚ୍ଛତା ଓ ସାହିତ୍ୟରେ ସଂବେଦନଶୀଳତା ତାଙ୍କ ବ୍ୟକ୍ତିତ୍ୱର ମୁଖ୍ୟ ବୈଶିଷ୍ଟ୍ୟ ଥିଲା । ଓଡ଼ିଶା ସାହିତ୍ୟ ଏକାଡେମୀ ପୁରସ୍କାର ସହ ସେ ଅନେକ ସମ୍ମାନରେ ସମ୍ମାନିତ ହୋଇଥିଲେ । ଆଜି ତାଙ୍କ ଜନ୍ମ ଦିବସ ଅବସରରେ ତାଙ୍କ ଅବଦାନକୁ ସ୍ମରଣ କରିବା ଆମ କର୍ତ୍ତବ୍ୟ । <box>382 822 748 1136</box>
answer-cell: 1 <box>330 2124 346 2141</box>
sudoku-cell[interactable] <box>176 1990 200 2014</box>
section-header-e-bharatare <box>4 4 370 52</box>
khola-bichara-label: ଖୋଲାବିଚାର <box>684 1306 874 1344</box>
sudoku-cell[interactable] <box>247 1990 271 2014</box>
answer-cell: 4 <box>330 2193 346 2210</box>
letter4-text: ବିଗତ ଦିନରେ ସରକାରଙ୍କ ବିଭିନ୍ନ ଯୋଜନା ସାଧାରଣ ଲୋକଙ୍କ ପାଖରେ ପହଞ୍ଚୁନାହିଁ । ଦୁର୍ନୀତି ଓ ଅବହେଳା ଯୋଗୁଁ ହିତାଧିକାରୀମାନେ ବଞ୍ଚିତ ହେଉଛନ୍ତି । <box>1130 1981 1492 2011</box>
answer-cell: 1 <box>313 2211 329 2228</box>
letter1-title: ଶାସକ ଓ ବ୍ରାହ୍ମଣ <box>432 1978 580 2002</box>
sudoku-title: ସୁ-ଡୋ-କୁ <box>160 1790 368 1836</box>
sudoku-cell[interactable] <box>176 1872 200 1896</box>
answer-cell: 4 <box>232 2263 248 2280</box>
sudoku-cell[interactable] <box>129 1942 153 1966</box>
top-quote-author: -ଶ୍ରୀମା <box>825 59 859 72</box>
sudoku-cell[interactable] <box>129 1872 153 1896</box>
sudoku-cell[interactable] <box>200 1942 224 1966</box>
answer-cell: 4 <box>265 2176 281 2193</box>
sudoku-cell[interactable] <box>200 2037 224 2061</box>
answer-cell: 3 <box>232 2176 248 2193</box>
sudoku-cell[interactable] <box>247 2013 271 2037</box>
sudoku-cell[interactable] <box>223 1848 247 1872</box>
sudoku-brand-sub: © Puzzles by Pappocom <box>26 1816 136 1826</box>
sudoku-cell[interactable] <box>270 1990 294 2014</box>
history-item: ▪ ଦୁଇଜଣ ମହାକାଶଚାରୀଙ୍କୁ ନେଇ ସୋଭିଏତ ୟୁନିୟନର ମହାକାଶ ଯାନ ସଫଳତାର ସହ ପୃଥିବୀକୁ ଫେରିଛି । <box>6 1543 342 1576</box>
sudoku-cell[interactable]: 9 <box>247 1966 271 1990</box>
answer-cell: 9 <box>313 2228 329 2245</box>
essay-title: ମୋର କ'ଣ ଯାଉଛି <box>42 716 332 762</box>
sudoku-cell[interactable] <box>106 1990 130 2014</box>
chirantana-author: -କାଳିନ୍ଦୀ ଚରଣ ପାଣିଗ୍ରାହୀ <box>1312 152 1484 172</box>
answer-cell: 2 <box>346 2176 362 2193</box>
sudoku-cell[interactable] <box>82 1872 106 1896</box>
sudoku-cell[interactable] <box>200 1872 224 1896</box>
section-title: ଏଇ ଭାରତରେ... <box>16 10 220 46</box>
history-item: ▪ ପାକିସ୍ତାନ ରାଷ୍ଟ୍ରପତିଙ୍କ ଭାରତ ଗସ୍ତକୁ ନେଇ ସମସ୍ତ ପ୍ରସ୍ତୁତି ଶେଷ ହୋଇଛି ବୋଲି ସରକାରୀ ସୂତ୍ରରୁ ପ୍ରକାଶ । <box>6 1468 358 1500</box>
answer-cell: 7 <box>216 2228 232 2245</box>
sudoku-cell[interactable]: 2 <box>200 2060 224 2084</box>
answer-cell: 2 <box>248 2263 264 2280</box>
answer-cell: 6 <box>346 2211 362 2228</box>
sudoku-cell[interactable] <box>153 2013 177 2037</box>
sudoku-cell[interactable] <box>247 1919 271 1943</box>
answer-cell: 7 <box>313 2141 329 2158</box>
sudoku-cell[interactable]: 5 <box>223 1895 247 1919</box>
review-author-photo <box>610 1300 680 1382</box>
sudoku-cell[interactable]: 8 <box>82 1942 106 1966</box>
israel-article-box <box>1132 186 1494 1960</box>
sudoku-cell[interactable] <box>270 1848 294 1872</box>
answer-cell: 6 <box>330 2141 346 2158</box>
sudoku-cell[interactable] <box>176 1966 200 1990</box>
sudoku-cell[interactable] <box>247 1848 271 1872</box>
answer-cell: 7 <box>297 2245 313 2262</box>
sudoku-cell[interactable] <box>106 1872 130 1896</box>
